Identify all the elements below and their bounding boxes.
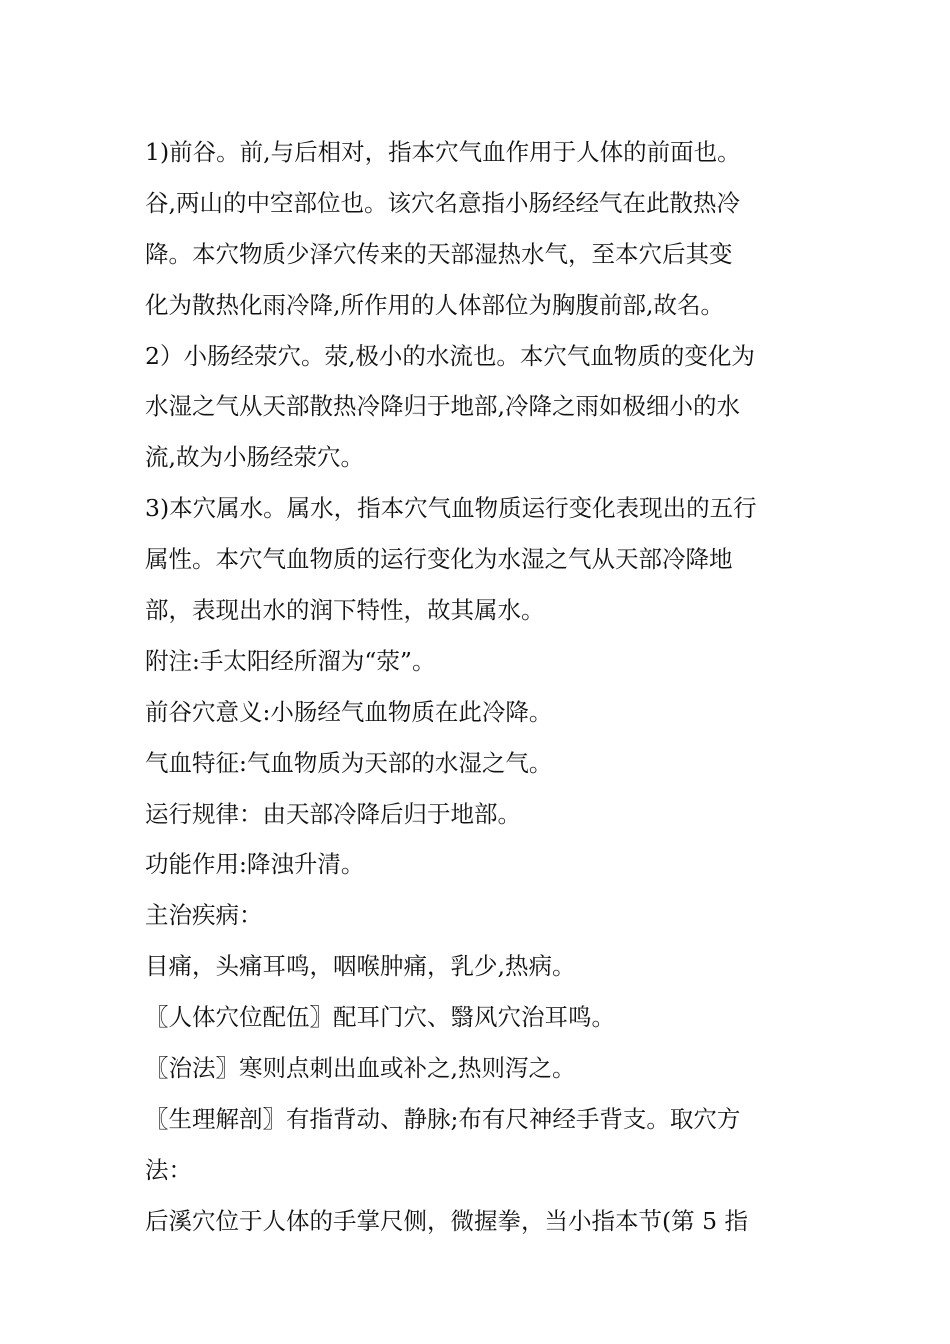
text-line: 主治疾病：	[145, 901, 263, 930]
text-line: 1)前谷。前,与后相对，指本穴气血作用于人体的前面也。	[145, 138, 741, 166]
text-line: 〖人体穴位配伍〗配耳门穴、翳风穴治耳鸣。	[145, 1003, 615, 1032]
text-line: 谷,两山的中空部位也。该穴名意指小肠经经气在此散热冷	[145, 188, 740, 217]
text-line: 流,故为小肠经荥穴。	[145, 443, 364, 472]
body-text	[145, 127, 813, 1247]
text-line: 气血特征:气血物质为天部的水湿之气。	[145, 748, 553, 777]
text-line: 〖生理解剖〗有指背动、静脉;布有尺神经手背支。取穴方	[145, 1104, 741, 1133]
text-line: 属性。本穴气血物质的运行变化为水湿之气从天部冷降地	[145, 545, 733, 574]
text-line: 2）小肠经荥穴。荥,极小的水流也。本穴气血物质的变化为	[145, 341, 755, 370]
text-line: 目痛，头痛耳鸣，咽喉肿痛，乳少,热病。	[145, 952, 576, 981]
text-line: 水湿之气从天部散热冷降归于地部,冷降之雨如极细小的水	[145, 392, 740, 421]
text-line: 附注:手太阳经所溜为“荥”。	[145, 646, 436, 675]
text-line: 〖治法〗寒则点刺出血或补之,热则泻之。	[145, 1054, 576, 1083]
text-line: 3)本穴属水。属水，指本穴气血物质运行变化表现出的五行	[145, 494, 757, 523]
text-line: 运行规律：由天部冷降后归于地部。	[145, 799, 521, 828]
text-line: 前谷穴意义:小肠经气血物质在此冷降。	[145, 697, 553, 726]
text-line: 法：	[145, 1155, 192, 1184]
text-line: 降。本穴物质少泽穴传来的天部湿热水气，至本穴后其变	[145, 239, 733, 268]
text-line: 后溪穴位于人体的手掌尺侧，微握拳，当小指本节(第 5 指	[145, 1206, 749, 1235]
text-line: 功能作用:降浊升清。	[145, 850, 365, 879]
text-line: 部，表现出水的润下特性，故其属水。	[145, 596, 545, 625]
text-line: 化为散热化雨冷降,所作用的人体部位为胸腹前部,故名。	[145, 290, 724, 319]
